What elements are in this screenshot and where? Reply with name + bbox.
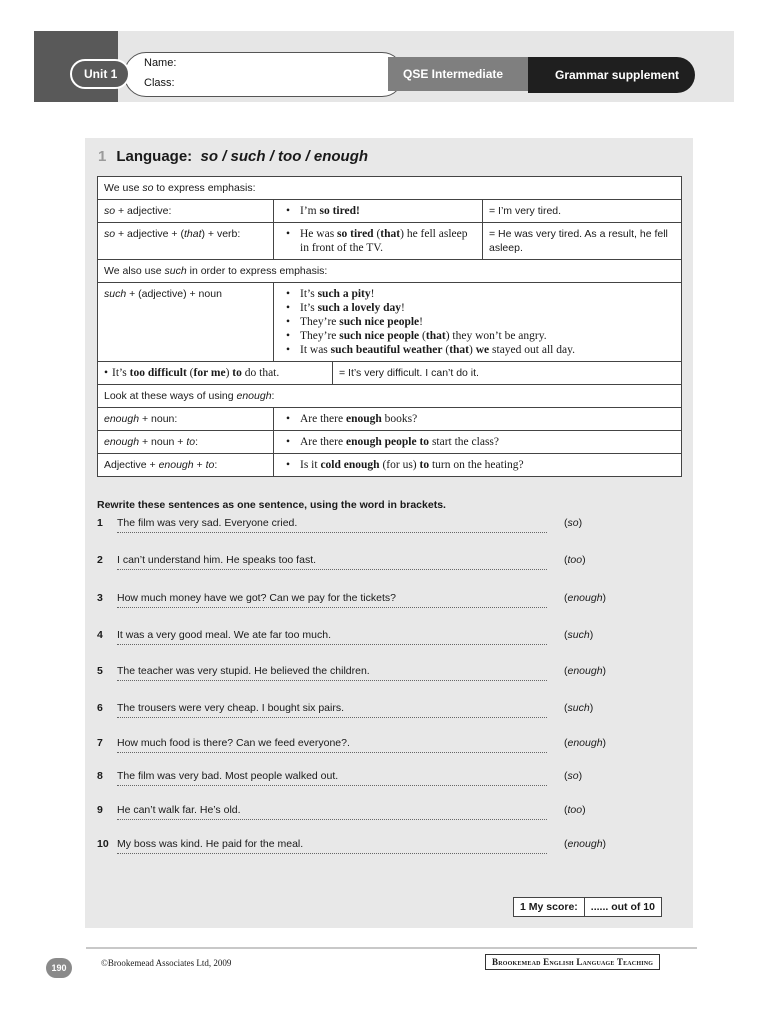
exercise-item: 3 How much money have we got? Can we pay for the tickets? (enough) <box>97 592 657 626</box>
too-example: • It’s too difficult (for me) to do that. <box>98 362 333 384</box>
too-row <box>98 362 682 385</box>
list-item: • It was such beautiful weather (that) we stayed out all day. <box>300 343 675 357</box>
table-row <box>98 431 682 454</box>
example-cell: • I’m so tired! <box>274 200 483 223</box>
pattern-cell: enough + noun: <box>98 408 274 431</box>
course-label: QSE Intermediate <box>388 57 548 91</box>
table-row <box>98 454 682 477</box>
pattern-cell: enough + noun + to: <box>98 431 274 454</box>
section-topic: so / such / too / enough <box>200 148 369 165</box>
too-meaning: = It’s very difficult. I can’t do it. <box>339 367 479 379</box>
table-row <box>98 362 682 385</box>
pattern-cell: Adjective + enough + to: <box>98 454 274 477</box>
answer-line[interactable] <box>117 568 547 570</box>
answer-line[interactable] <box>117 716 547 718</box>
exercise-item: 10 My boss was kind. He paid for the meal. (enough) <box>97 838 657 872</box>
meaning-cell: = He was very tired. As a result, he fell asleep. <box>483 223 682 260</box>
exercise-instruction: Rewrite these sentences as one sentence, using the word in brackets. <box>97 499 446 511</box>
table-row <box>98 283 682 362</box>
answer-line[interactable] <box>117 643 547 645</box>
meaning-cell: = I’m very tired. <box>483 200 682 223</box>
table-row <box>98 385 682 408</box>
table-row <box>98 200 682 223</box>
list-item: • It’s such a lovely day! <box>300 301 675 315</box>
example-cell: • Is it cold enough (for us) to turn on the heating? <box>274 454 682 477</box>
grammar-table <box>97 176 682 477</box>
answer-line[interactable] <box>117 784 547 786</box>
pattern-cell: so + adjective: <box>98 200 274 223</box>
list-item: • They’re such nice people (that) they won’t be angry. <box>300 329 675 343</box>
table-row <box>98 177 682 200</box>
score-value[interactable]: ...... out of 10 <box>585 897 662 917</box>
table-row <box>98 408 682 431</box>
score-box <box>513 897 662 917</box>
exercise-item: 5 The teacher was very stupid. He believed the children. (enough) <box>97 665 657 699</box>
answer-line[interactable] <box>117 531 547 533</box>
section-label: Language: <box>116 148 193 165</box>
class-label: Class: <box>144 77 175 89</box>
list-item: • They’re such nice people! <box>300 315 675 329</box>
answer-line[interactable] <box>117 606 547 608</box>
score-label: 1 My score: <box>513 897 585 917</box>
list-item: • It’s such a pity! <box>300 287 675 301</box>
exercise-item: 2 I can’t understand him. He speaks too fast. (too) <box>97 554 657 588</box>
example-cell: • Are there enough people to start the class? <box>274 431 682 454</box>
example-cell <box>274 283 682 362</box>
publisher-brand: Brookemead English Language Teaching <box>485 954 660 970</box>
exercise-item: 9 He can’t walk far. He’s old. (too) <box>97 804 657 838</box>
table-row <box>98 260 682 283</box>
exercise-item: 7 How much food is there? Can we feed everyone?. (enough) <box>97 737 657 771</box>
section-title <box>98 148 368 165</box>
unit-badge: Unit 1 <box>70 59 130 89</box>
copyright: ©Brookemead Associates Ltd, 2009 <box>101 958 232 968</box>
example-cell: • Are there enough books? <box>274 408 682 431</box>
answer-line[interactable] <box>117 751 547 753</box>
footer-divider <box>86 947 697 949</box>
supplement-label: Grammar supplement <box>528 57 695 93</box>
answer-line[interactable] <box>117 852 547 854</box>
exercise-item: 4 It was a very good meal. We ate far too much. (such) <box>97 629 657 663</box>
pattern-cell: such + (adjective) + noun <box>98 283 274 362</box>
section-number: 1 <box>98 148 107 165</box>
exercise-item: 1 The film was very sad. Everyone cried. (so) <box>97 517 657 551</box>
table-row <box>98 223 682 260</box>
answer-line[interactable] <box>117 818 547 820</box>
answer-line[interactable] <box>117 679 547 681</box>
enough-header: Look at these ways of using enough: <box>98 385 682 408</box>
exercise-item: 6 The trousers were very cheap. I bought six pairs. (such) <box>97 702 657 736</box>
name-label: Name: <box>144 57 177 69</box>
exercise-item: 8 The film was very bad. Most people walked out. (so) <box>97 770 657 804</box>
so-header: We use so to express emphasis: <box>98 177 682 200</box>
page-number: 190 <box>46 958 72 978</box>
example-cell: • He was so tired (that) he fell asleep in front of the TV. <box>274 223 483 260</box>
pattern-cell: so + adjective + (that) + verb: <box>98 223 274 260</box>
such-header: We also use such in order to express emphasis: <box>98 260 682 283</box>
